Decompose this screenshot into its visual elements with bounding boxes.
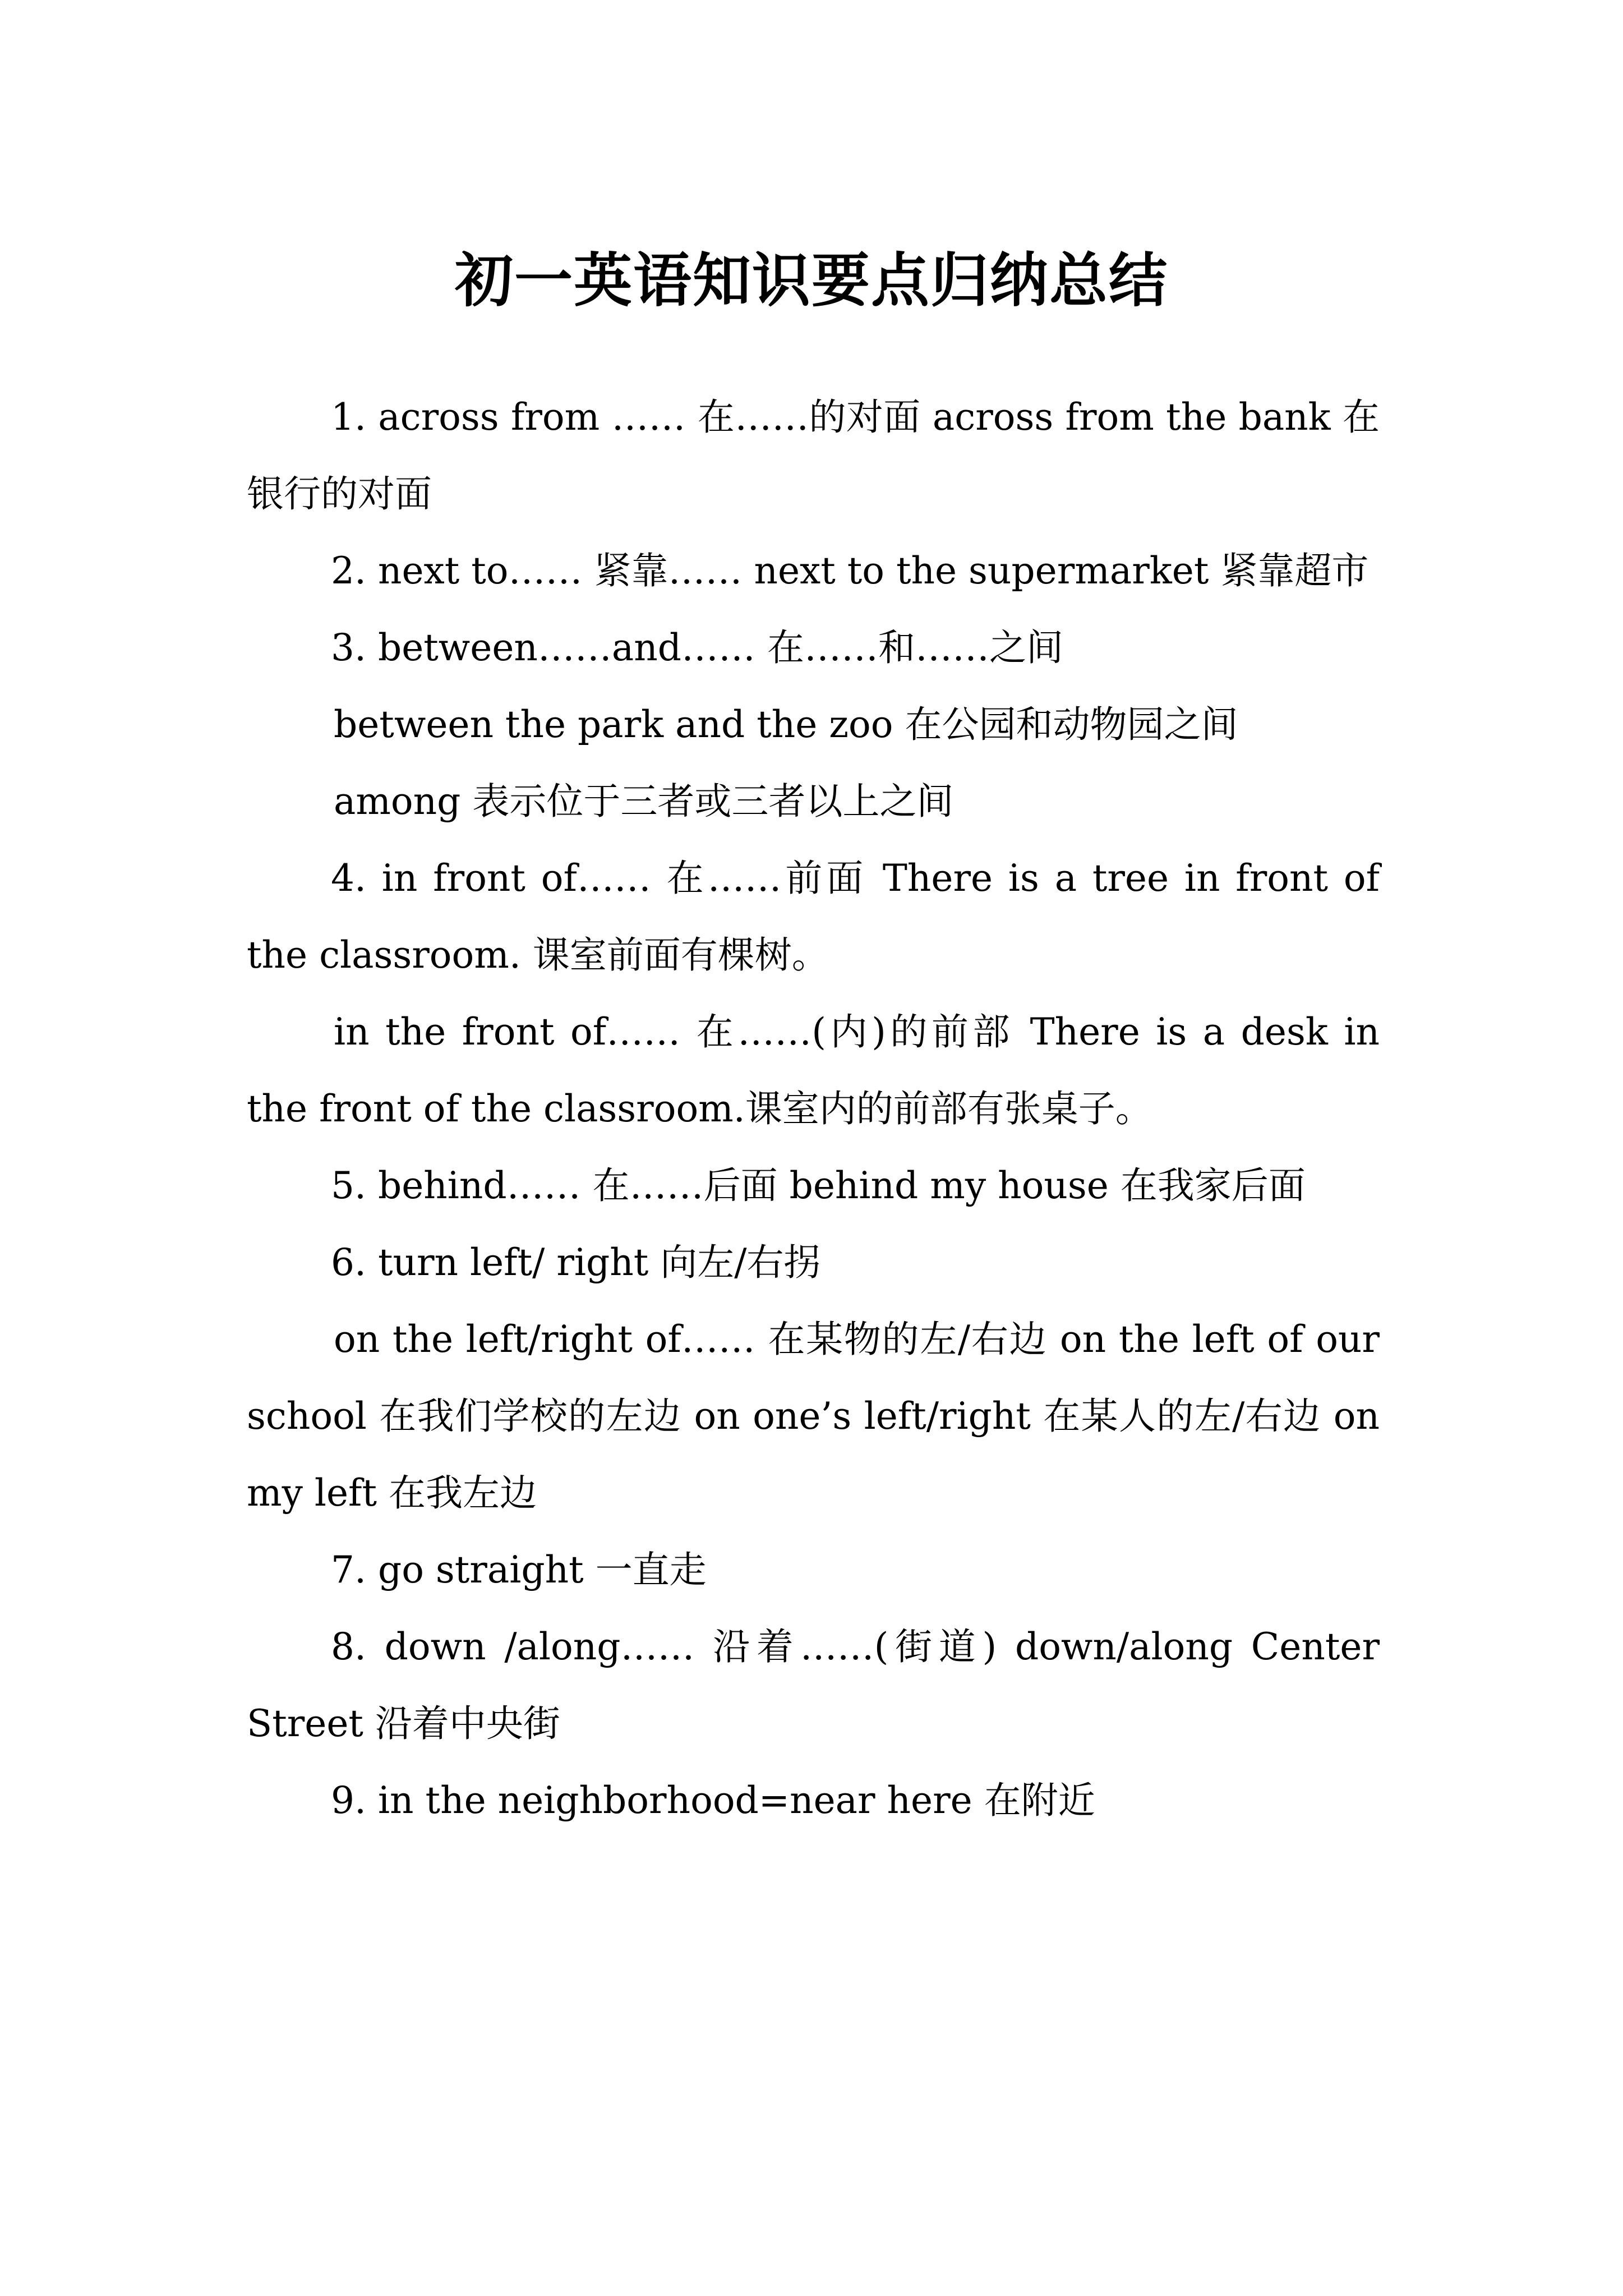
paragraph-item-6: 6. turn left/ right 向左/右拐	[331, 1241, 821, 1284]
paragraph-item-1: 1. across from …… 在……的对面 across from the bank 在银行的对面	[247, 395, 1380, 516]
paragraph-item-5: 5. behind…… 在……后面 behind my house 在我家后面	[331, 1164, 1306, 1207]
document-title: 初一英语知识要点归纳总结	[454, 245, 1168, 315]
paragraph-item-8: 8. down /along…… 沿着……(街道) down/along Center Street 沿着中央街	[247, 1625, 1380, 1745]
paragraph-item-2: 2. next to…… 紧靠…… next to the supermarket 紧靠超市	[331, 549, 1369, 592]
paragraph-among-note: among 表示位于三者或三者以上之间	[334, 780, 954, 823]
paragraph-item-3: 3. between……and…… 在……和……之间	[331, 626, 1063, 669]
paragraph-left-right-usage: on the left/right of…… 在某物的左/右边 on the left of our school 在我们学校的左边 on one’s left/right 在某人的左/右边 on my left 在我左边	[247, 1318, 1380, 1515]
paragraph-item-4: 4. in front of…… 在……前面 There is a tree in front of the classroom. 课室前面有棵树。	[247, 857, 1380, 977]
paragraph-in-the-front-of: in the front of…… 在……(内)的前部 There is a desk in the front of the classroom.课室内的前部有张桌子。	[247, 1010, 1380, 1130]
paragraph-item-7: 7. go straight 一直走	[331, 1548, 707, 1591]
paragraph-item-9: 9. in the neighborhood=near here 在附近	[331, 1779, 1095, 1822]
document-body	[247, 379, 1380, 1839]
paragraph-between-example: between the park and the zoo 在公园和动物园之间	[334, 703, 1238, 746]
